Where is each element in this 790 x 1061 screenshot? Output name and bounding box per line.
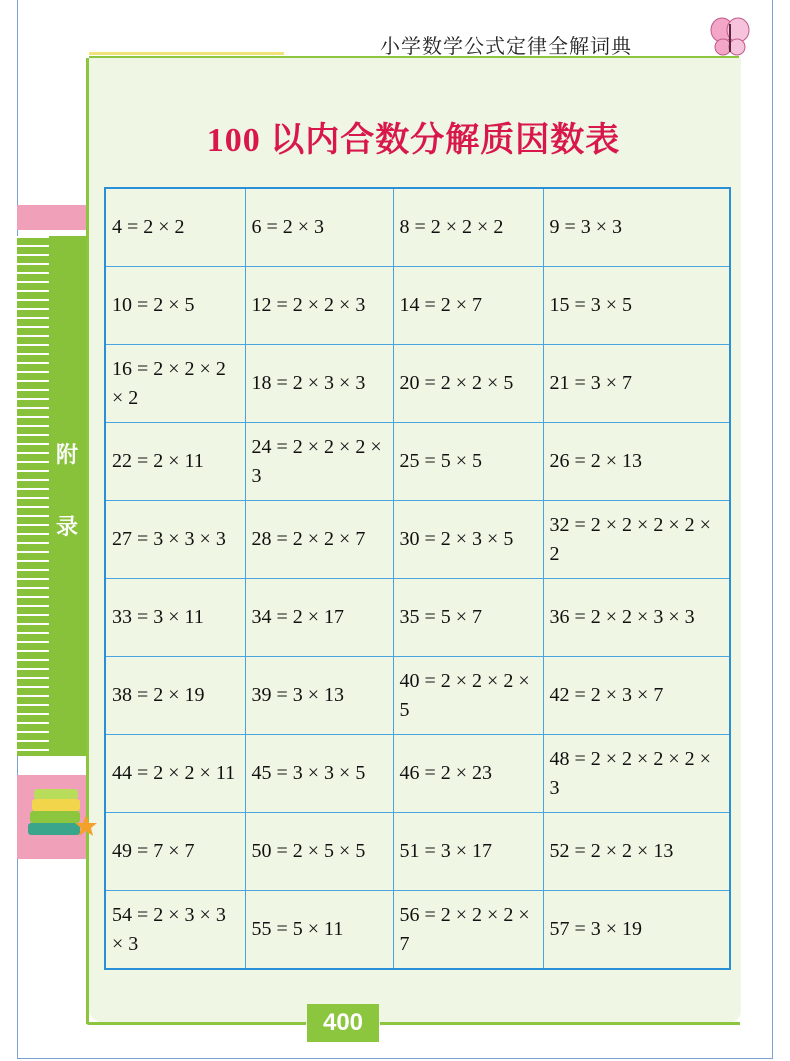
table-cell: 20 = 2 × 2 × 5: [393, 345, 543, 423]
table-cell: 38 = 2 × 19: [105, 657, 245, 735]
table-cell: 33 = 3 × 11: [105, 579, 245, 657]
table-cell: 35 = 5 × 7: [393, 579, 543, 657]
prime-factorization-table: [104, 187, 731, 970]
butterfly-icon: [708, 16, 752, 58]
table-cell: 46 = 2 × 23: [393, 735, 543, 813]
table-cell: 28 = 2 × 2 × 7: [245, 501, 393, 579]
table-cell: 55 = 5 × 11: [245, 891, 393, 970]
table-row: [105, 813, 730, 891]
table-cell: 34 = 2 × 17: [245, 579, 393, 657]
side-tab-top: [17, 205, 86, 230]
table-row: [105, 735, 730, 813]
table-row: [105, 267, 730, 345]
table-cell: 12 = 2 × 2 × 3: [245, 267, 393, 345]
table-row: [105, 657, 730, 735]
panel-bottom-border: [86, 1022, 306, 1025]
side-tab-char-2: 录: [55, 515, 78, 540]
header-accent-line: [89, 52, 284, 55]
table-cell: 24 = 2 × 2 × 2 × 3: [245, 423, 393, 501]
table-cell: 26 = 2 × 13: [543, 423, 730, 501]
table-row: [105, 579, 730, 657]
table-cell: 27 = 3 × 3 × 3: [105, 501, 245, 579]
books-icon: [24, 785, 99, 845]
table-row: [105, 188, 730, 267]
table-cell: 52 = 2 × 2 × 13: [543, 813, 730, 891]
table-cell: 8 = 2 × 2 × 2: [393, 188, 543, 267]
book-title: 小学数学公式定律全解词典: [380, 34, 632, 58]
table-cell: 18 = 2 × 3 × 3: [245, 345, 393, 423]
table-cell: 49 = 7 × 7: [105, 813, 245, 891]
table-cell: 42 = 2 × 3 × 7: [543, 657, 730, 735]
table-cell: 45 = 3 × 3 × 5: [245, 735, 393, 813]
table-cell: 4 = 2 × 2: [105, 188, 245, 267]
table-cell: 6 = 2 × 3: [245, 188, 393, 267]
table-cell: 32 = 2 × 2 × 2 × 2 × 2: [543, 501, 730, 579]
table-cell: 40 = 2 × 2 × 2 × 5: [393, 657, 543, 735]
side-tab-stripes: [17, 236, 49, 756]
table-cell: 10 = 2 × 5: [105, 267, 245, 345]
page-number: 400: [307, 1004, 379, 1042]
table-cell: 51 = 3 × 17: [393, 813, 543, 891]
page-title: 100 以内合数分解质因数表: [206, 122, 621, 159]
table-cell: 15 = 3 × 5: [543, 267, 730, 345]
table-row: [105, 423, 730, 501]
table-cell: 36 = 2 × 2 × 3 × 3: [543, 579, 730, 657]
table-row: [105, 501, 730, 579]
table-cell: 44 = 2 × 2 × 11: [105, 735, 245, 813]
table-cell: 50 = 2 × 5 × 5: [245, 813, 393, 891]
panel-border: [86, 58, 89, 1024]
table-cell: 48 = 2 × 2 × 2 × 2 × 3: [543, 735, 730, 813]
table-cell: 14 = 2 × 7: [393, 267, 543, 345]
table-cell: 22 = 2 × 11: [105, 423, 245, 501]
table-cell: 56 = 2 × 2 × 2 × 7: [393, 891, 543, 970]
table-cell: 57 = 3 × 19: [543, 891, 730, 970]
table-row: [105, 891, 730, 970]
table-cell: 39 = 3 × 13: [245, 657, 393, 735]
table-cell: 25 = 5 × 5: [393, 423, 543, 501]
side-tab-char-1: 附: [55, 443, 78, 468]
table-cell: 54 = 2 × 3 × 3 × 3: [105, 891, 245, 970]
table-row: [105, 345, 730, 423]
table-cell: 9 = 3 × 3: [543, 188, 730, 267]
table-cell: 21 = 3 × 7: [543, 345, 730, 423]
panel-bottom-border-right: [380, 1022, 740, 1025]
table-cell: 30 = 2 × 3 × 5: [393, 501, 543, 579]
table-cell: 16 = 2 × 2 × 2 × 2: [105, 345, 245, 423]
side-tab-label: [50, 420, 84, 564]
